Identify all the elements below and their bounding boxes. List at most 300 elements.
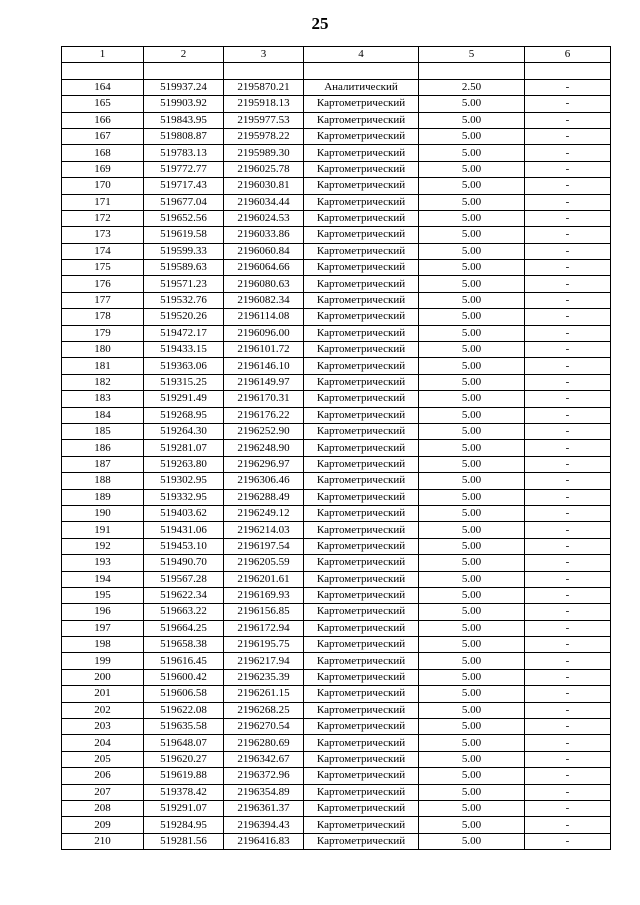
table-cell: Картометрический	[304, 243, 419, 259]
table-cell: -	[525, 538, 611, 554]
table-cell: 5.00	[419, 817, 525, 833]
table-cell: 2196372.96	[224, 768, 304, 784]
table-row	[62, 555, 611, 571]
table-cell: 2195978.22	[224, 128, 304, 144]
table-cell: -	[525, 96, 611, 112]
table-cell: 193	[62, 555, 144, 571]
table-cell: -	[525, 194, 611, 210]
table-cell: 5.00	[419, 751, 525, 767]
table-cell: -	[525, 555, 611, 571]
table-row	[62, 391, 611, 407]
table-cell: -	[525, 653, 611, 669]
table-cell: 177	[62, 292, 144, 308]
table-cell: Картометрический	[304, 96, 419, 112]
table-cell: 172	[62, 210, 144, 226]
table-cell: 519571.23	[144, 276, 224, 292]
table-cell: -	[525, 391, 611, 407]
table-cell: Картометрический	[304, 817, 419, 833]
table-cell	[304, 63, 419, 79]
table-cell: -	[525, 79, 611, 95]
table-cell: 519717.43	[144, 178, 224, 194]
table-cell: Картометрический	[304, 751, 419, 767]
table-cell: 519589.63	[144, 260, 224, 276]
table-row	[62, 96, 611, 112]
table-cell: -	[525, 260, 611, 276]
table-cell: 2196176.22	[224, 407, 304, 423]
table-cell: Картометрический	[304, 161, 419, 177]
table-cell: 5.00	[419, 620, 525, 636]
table-cell: -	[525, 817, 611, 833]
table-cell: 519600.42	[144, 669, 224, 685]
column-header: 1	[62, 47, 144, 63]
table-cell: 199	[62, 653, 144, 669]
table-cell: 2196201.61	[224, 571, 304, 587]
table-row	[62, 833, 611, 849]
table-cell: 2196149.97	[224, 374, 304, 390]
table-cell: 5.00	[419, 96, 525, 112]
table-cell: -	[525, 161, 611, 177]
table-cell: 519378.42	[144, 784, 224, 800]
table-cell: Картометрический	[304, 784, 419, 800]
table-cell: -	[525, 571, 611, 587]
table-row	[62, 260, 611, 276]
table-cell: Картометрический	[304, 440, 419, 456]
table-cell: 5.00	[419, 407, 525, 423]
table-cell: 5.00	[419, 719, 525, 735]
table-cell: 519622.34	[144, 587, 224, 603]
table-cell: 2195918.13	[224, 96, 304, 112]
table-cell: 2196235.39	[224, 669, 304, 685]
table-cell: Картометрический	[304, 719, 419, 735]
table-cell: 5.00	[419, 227, 525, 243]
table-row	[62, 440, 611, 456]
table-cell: 5.00	[419, 309, 525, 325]
table-cell: 5.00	[419, 473, 525, 489]
table-row	[62, 358, 611, 374]
table-row	[62, 194, 611, 210]
table-cell: 2196146.10	[224, 358, 304, 374]
table-cell: 519937.24	[144, 79, 224, 95]
table-cell: 187	[62, 456, 144, 472]
table-cell: 2196034.44	[224, 194, 304, 210]
table-cell: 2196354.89	[224, 784, 304, 800]
table-cell: 5.00	[419, 489, 525, 505]
table-cell: -	[525, 473, 611, 489]
table-cell: Картометрический	[304, 473, 419, 489]
table-cell: 519302.95	[144, 473, 224, 489]
table-cell: 5.00	[419, 800, 525, 816]
table-cell: 173	[62, 227, 144, 243]
table-cell: Картометрический	[304, 686, 419, 702]
table-cell: Картометрический	[304, 391, 419, 407]
table-cell: Картометрический	[304, 489, 419, 505]
table-cell: 519567.28	[144, 571, 224, 587]
table-cell: 169	[62, 161, 144, 177]
table-cell: 519620.27	[144, 751, 224, 767]
table-cell: 5.00	[419, 243, 525, 259]
table-cell: Картометрический	[304, 178, 419, 194]
table-cell: 190	[62, 505, 144, 521]
table-cell: Картометрический	[304, 522, 419, 538]
table-cell: 5.00	[419, 260, 525, 276]
table-cell: 2196172.94	[224, 620, 304, 636]
table-cell: 2196082.34	[224, 292, 304, 308]
table-cell	[525, 63, 611, 79]
table-row	[62, 423, 611, 439]
table-header-row	[62, 47, 611, 63]
table-cell: 5.00	[419, 833, 525, 849]
table-cell: Картометрический	[304, 309, 419, 325]
table-row	[62, 325, 611, 341]
table-cell: 519783.13	[144, 145, 224, 161]
table-cell: -	[525, 145, 611, 161]
table-cell: 519619.58	[144, 227, 224, 243]
table-cell: -	[525, 276, 611, 292]
table-cell: 5.00	[419, 686, 525, 702]
table-row	[62, 669, 611, 685]
table-cell: -	[525, 374, 611, 390]
table-cell: 192	[62, 538, 144, 554]
table-row	[62, 489, 611, 505]
table-cell: 5.00	[419, 456, 525, 472]
table-cell: Картометрический	[304, 620, 419, 636]
table-row	[62, 178, 611, 194]
table-cell: 185	[62, 423, 144, 439]
table-cell: -	[525, 243, 611, 259]
table-cell: -	[525, 423, 611, 439]
table-row	[62, 702, 611, 718]
table-cell: Картометрический	[304, 145, 419, 161]
table-cell: -	[525, 833, 611, 849]
table-cell: Аналитический	[304, 79, 419, 95]
table-cell: 519263.80	[144, 456, 224, 472]
table-cell: Картометрический	[304, 423, 419, 439]
table-row	[62, 276, 611, 292]
table-cell: 2196101.72	[224, 342, 304, 358]
table-cell: 2196217.94	[224, 653, 304, 669]
table-cell: -	[525, 440, 611, 456]
table-cell: 203	[62, 719, 144, 735]
table-cell: 202	[62, 702, 144, 718]
table-row	[62, 473, 611, 489]
table-cell: 519403.62	[144, 505, 224, 521]
table-cell: 198	[62, 637, 144, 653]
table-cell: 5.00	[419, 161, 525, 177]
table-row	[62, 784, 611, 800]
table-row	[62, 505, 611, 521]
table-cell: 5.00	[419, 374, 525, 390]
table-cell: 2196205.59	[224, 555, 304, 571]
table-cell: Картометрический	[304, 292, 419, 308]
table-cell: 519291.49	[144, 391, 224, 407]
table-row	[62, 751, 611, 767]
table-row	[62, 227, 611, 243]
table-cell: 5.00	[419, 358, 525, 374]
table-cell: 2196296.97	[224, 456, 304, 472]
table-cell: Картометрический	[304, 735, 419, 751]
table-cell: Картометрический	[304, 505, 419, 521]
table-cell: Картометрический	[304, 833, 419, 849]
table-row	[62, 243, 611, 259]
table-cell: 2196270.54	[224, 719, 304, 735]
column-header: 4	[304, 47, 419, 63]
table-cell: -	[525, 292, 611, 308]
table-cell: 2196033.86	[224, 227, 304, 243]
table-cell: 5.00	[419, 784, 525, 800]
table-cell: -	[525, 604, 611, 620]
table-cell: 2196280.69	[224, 735, 304, 751]
table-cell: 519315.25	[144, 374, 224, 390]
table-cell: -	[525, 227, 611, 243]
table-cell: Картометрический	[304, 555, 419, 571]
table-cell: 519281.56	[144, 833, 224, 849]
page-number: 25	[311, 14, 329, 33]
table-cell: 178	[62, 309, 144, 325]
table-cell: -	[525, 620, 611, 636]
table-cell: 170	[62, 178, 144, 194]
table-cell: 201	[62, 686, 144, 702]
table-cell: 2196030.81	[224, 178, 304, 194]
table-cell: 208	[62, 800, 144, 816]
table-cell: Картометрический	[304, 325, 419, 341]
table-cell: 181	[62, 358, 144, 374]
table-row	[62, 128, 611, 144]
table-cell: 5.00	[419, 423, 525, 439]
table-cell: Картометрический	[304, 669, 419, 685]
column-header: 6	[525, 47, 611, 63]
table-cell: 5.00	[419, 653, 525, 669]
table-cell: Картометрический	[304, 210, 419, 226]
table-cell: 2196252.90	[224, 423, 304, 439]
table-cell	[62, 63, 144, 79]
table-cell: 5.00	[419, 768, 525, 784]
table-row	[62, 309, 611, 325]
table-cell: -	[525, 178, 611, 194]
table-cell: 519599.33	[144, 243, 224, 259]
table-cell: -	[525, 784, 611, 800]
table-cell: 519619.88	[144, 768, 224, 784]
table-cell: 196	[62, 604, 144, 620]
table-cell: 2196064.66	[224, 260, 304, 276]
table-cell: 5.00	[419, 210, 525, 226]
table-cell: 206	[62, 768, 144, 784]
table-cell: 2196024.53	[224, 210, 304, 226]
table-cell: -	[525, 800, 611, 816]
table-cell: -	[525, 325, 611, 341]
table-cell: -	[525, 702, 611, 718]
table-cell: 519332.95	[144, 489, 224, 505]
table-cell: 2196156.85	[224, 604, 304, 620]
table-cell: 175	[62, 260, 144, 276]
table-cell: 5.00	[419, 735, 525, 751]
table-cell: 174	[62, 243, 144, 259]
table-cell: Картометрический	[304, 587, 419, 603]
table-cell: 519772.77	[144, 161, 224, 177]
table-cell: 2196261.15	[224, 686, 304, 702]
table-cell: Картометрический	[304, 374, 419, 390]
table-cell: 519677.04	[144, 194, 224, 210]
table-cell: 519520.26	[144, 309, 224, 325]
table-cell: 195	[62, 587, 144, 603]
table-cell: 2196268.25	[224, 702, 304, 718]
table-cell: 2196248.90	[224, 440, 304, 456]
table-cell: Картометрический	[304, 276, 419, 292]
table-row	[62, 456, 611, 472]
table-cell: 5.00	[419, 391, 525, 407]
table-cell: Картометрический	[304, 538, 419, 554]
table-cell: 519663.22	[144, 604, 224, 620]
table-cell: 519268.95	[144, 407, 224, 423]
table-cell: 188	[62, 473, 144, 489]
table-cell: Картометрический	[304, 702, 419, 718]
table-cell: -	[525, 489, 611, 505]
table-cell: Картометрический	[304, 407, 419, 423]
table-cell: 207	[62, 784, 144, 800]
table-row	[62, 587, 611, 603]
table-row	[62, 768, 611, 784]
table-cell: Картометрический	[304, 800, 419, 816]
table-cell: 519652.56	[144, 210, 224, 226]
table-cell: -	[525, 522, 611, 538]
table-cell: 5.00	[419, 702, 525, 718]
table-cell: 2196025.78	[224, 161, 304, 177]
table-cell: 200	[62, 669, 144, 685]
table-cell: Картометрический	[304, 637, 419, 653]
table-cell: 2196249.12	[224, 505, 304, 521]
table-cell: 5.00	[419, 194, 525, 210]
table-cell: 519635.58	[144, 719, 224, 735]
table-cell: Картометрический	[304, 194, 419, 210]
table-row	[62, 161, 611, 177]
table-cell: 5.00	[419, 637, 525, 653]
table-cell: -	[525, 112, 611, 128]
table-cell: 5.00	[419, 505, 525, 521]
table-cell: 519903.92	[144, 96, 224, 112]
table-cell: 519284.95	[144, 817, 224, 833]
table-cell: 5.00	[419, 112, 525, 128]
table-cell: 5.00	[419, 587, 525, 603]
table-cell: 5.00	[419, 128, 525, 144]
table-cell: -	[525, 309, 611, 325]
table-cell: 2196114.08	[224, 309, 304, 325]
table-row	[62, 571, 611, 587]
table-row	[62, 686, 611, 702]
table-row	[62, 292, 611, 308]
table-cell: 519532.76	[144, 292, 224, 308]
table-cell: 194	[62, 571, 144, 587]
table-cell: 5.00	[419, 571, 525, 587]
table-cell: 210	[62, 833, 144, 849]
table-row	[62, 522, 611, 538]
table-cell: 519264.30	[144, 423, 224, 439]
table-cell: 519808.87	[144, 128, 224, 144]
table-cell: 2196080.63	[224, 276, 304, 292]
table-cell: 519472.17	[144, 325, 224, 341]
table-cell	[419, 63, 525, 79]
table-cell: 2.50	[419, 79, 525, 95]
table-row	[62, 653, 611, 669]
table-cell: 2196342.67	[224, 751, 304, 767]
table-cell: -	[525, 342, 611, 358]
table-cell: 5.00	[419, 178, 525, 194]
table-cell: 519616.45	[144, 653, 224, 669]
table-cell: 2196288.49	[224, 489, 304, 505]
table-cell: 2195989.30	[224, 145, 304, 161]
table-cell: 180	[62, 342, 144, 358]
table-cell: 167	[62, 128, 144, 144]
table-cell: 519658.38	[144, 637, 224, 653]
table-cell: 186	[62, 440, 144, 456]
table-cell: 519281.07	[144, 440, 224, 456]
table-cell: 5.00	[419, 325, 525, 341]
table-cell: Картометрический	[304, 227, 419, 243]
table-row	[62, 604, 611, 620]
table-row	[62, 620, 611, 636]
table-cell: -	[525, 407, 611, 423]
column-header: 3	[224, 47, 304, 63]
table-cell: 5.00	[419, 342, 525, 358]
table-cell: Картометрический	[304, 604, 419, 620]
table-cell: -	[525, 505, 611, 521]
table-cell: 2196096.00	[224, 325, 304, 341]
table-cell: -	[525, 210, 611, 226]
table-body	[62, 63, 611, 850]
table-cell: Картометрический	[304, 456, 419, 472]
table-cell: 191	[62, 522, 144, 538]
table-cell: 2196169.93	[224, 587, 304, 603]
table-cell	[224, 63, 304, 79]
table-cell: 5.00	[419, 604, 525, 620]
table-cell: 5.00	[419, 145, 525, 161]
table-cell: Картометрический	[304, 653, 419, 669]
table-row	[62, 407, 611, 423]
table-cell: -	[525, 637, 611, 653]
table-cell: 519433.15	[144, 342, 224, 358]
table-cell: 519490.70	[144, 555, 224, 571]
table-cell: 166	[62, 112, 144, 128]
table-cell: Картометрический	[304, 128, 419, 144]
table-cell: 209	[62, 817, 144, 833]
table-cell: 2195870.21	[224, 79, 304, 95]
table-cell: 519606.58	[144, 686, 224, 702]
table-row	[62, 374, 611, 390]
table-cell: Картометрический	[304, 112, 419, 128]
table-cell: 519363.06	[144, 358, 224, 374]
table-cell: 519622.08	[144, 702, 224, 718]
column-header: 5	[419, 47, 525, 63]
table-cell: 205	[62, 751, 144, 767]
table-cell: 171	[62, 194, 144, 210]
table-cell: -	[525, 768, 611, 784]
table-cell: 184	[62, 407, 144, 423]
table-row	[62, 79, 611, 95]
table-row	[62, 800, 611, 816]
table-cell: 2196195.75	[224, 637, 304, 653]
table-row	[62, 637, 611, 653]
table-cell: 519431.06	[144, 522, 224, 538]
table-cell: 5.00	[419, 522, 525, 538]
table-cell: -	[525, 128, 611, 144]
column-header: 2	[144, 47, 224, 63]
table-cell: 2196306.46	[224, 473, 304, 489]
table-cell: 519291.07	[144, 800, 224, 816]
table-row	[62, 735, 611, 751]
table-row	[62, 63, 611, 79]
table-cell: -	[525, 686, 611, 702]
table-cell: -	[525, 587, 611, 603]
table-cell: 164	[62, 79, 144, 95]
table-cell: Картометрический	[304, 260, 419, 276]
